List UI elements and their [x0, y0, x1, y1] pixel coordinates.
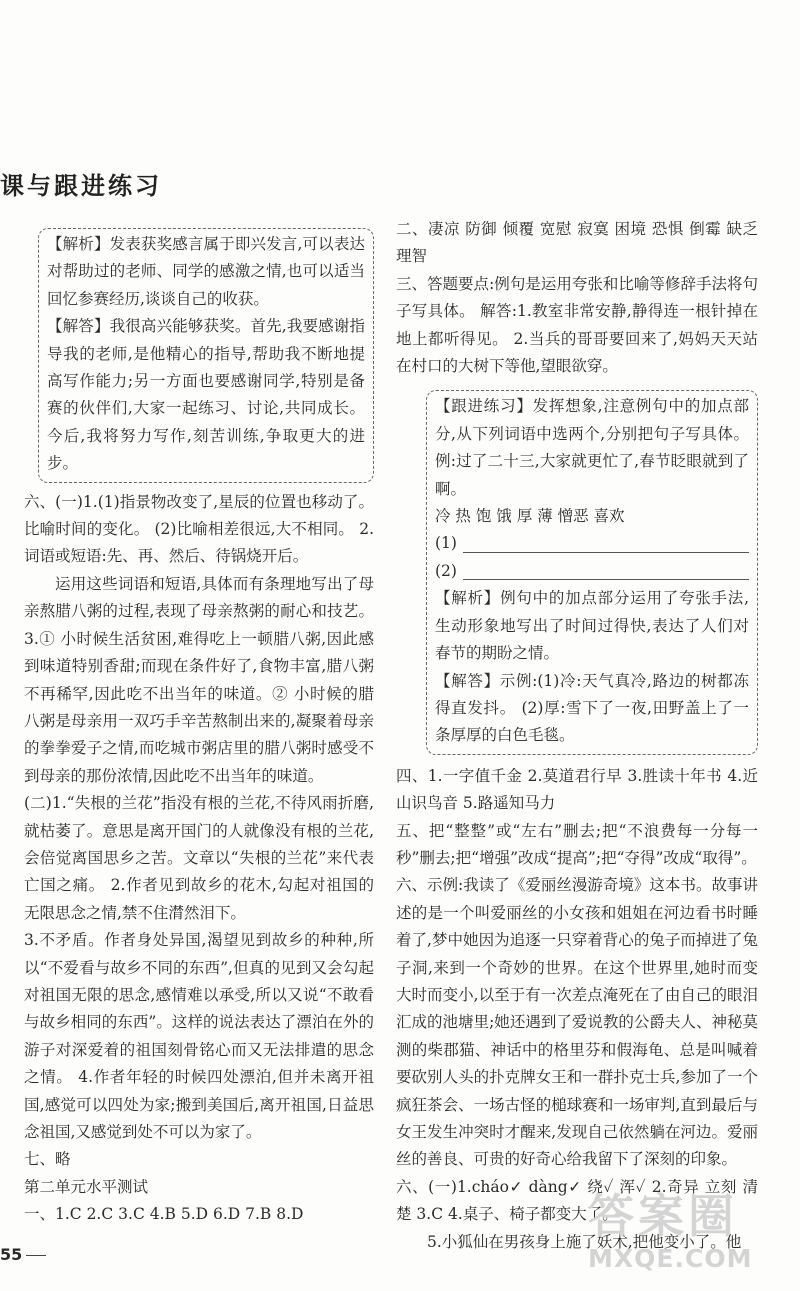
choice-answers: 一、1.C 2.C 3.C 4.B 5.D 6.D 7.B 8.D	[24, 1205, 304, 1224]
answer-text: 【解答】示例:(1)冷:天气真冷,路边的树都冻得直发抖。 (2)厚:雪下了一夜,田野盖上了一条厚厚的白色毛毯。	[435, 671, 749, 745]
answer-para: 运用这些词语和短语,具体而有条理地写出了母亲熬腊八粥的过程,表现了母亲熬粥的耐心和技艺。 3.① 小时候生活贫困,难得吃上一顿腊八粥,因此感到味道特别香甜;而现在条件好了,食物丰富,腊八粥不再稀罕,因此吃不出当年的味道。② 小时候的腊八粥是母亲用一双巧手辛苦熬制出来的,凝聚着母亲的拳拳爱子之情,而吃城市粥店里的腊八粥时感受不到母亲的那份浓情,因此吃不出当年的味道。	[24, 574, 374, 785]
analysis-box	[38, 228, 374, 483]
practice-intro: 【跟进练习】发挥想象,注意例句中的加点部分,从下列词语中选两个,分别把句子写具体。例:过了二十三,大家就更忙了,春节眨眼就到了啊。	[435, 397, 749, 498]
analysis-text: 【解析】发表获奖感言属于即兴发言,可以表达对帮助过的老师、同学的感激之情,也可以适当回忆参赛经历,谈谈自己的收获。	[47, 235, 365, 308]
answer-para: 六、示例:我读了《爱丽丝漫游奇境》这本书。故事讲述的是一个叫爱丽丝的小女孩和姐姐在河边看书时睡着了,梦中她因为追逐一只穿着背心的兔子而掉进了兔子洞,来到一个奇妙的世界。在这个世界里,她时而变大时而变小,以至于有一次差点淹死在了由自己的眼泪汇成的池塘里;她还遇到了爱说教的公爵夫人、神秘莫测的柴郡猫、神话中的格里芬和假海龟、总是叫喊着要砍别人头的扑克牌女王和一群扑克士兵,参加了一个疯狂茶会、一场古怪的槌球赛和一场审判,直到最后与女王发生冲突时才醒来,发现自己依然躺在河边。爱丽丝的善良、可贵的好奇心给我留下了深刻的印象。	[396, 876, 758, 1169]
answer-text: 【解答】我很高兴能够获奖。首先,我要感谢指导我的老师,是他精心的指导,帮助我不断地提高写作能力;另一方面也要感谢同学,特别是备赛的伙伴们,大家一起练习、讨论,共同成长。今后,我将努力写作,刻苦训练,争取更大的进步。	[47, 317, 365, 473]
answer-para: 七、略	[24, 1150, 71, 1169]
answer-para: 二、凄凉 防御 倾覆 宽慰 寂寞 困境 恐惧 倒霉 缺乏 理智	[396, 220, 758, 266]
watermark: 答案圈 MXQE.COM	[588, 1189, 753, 1273]
section-title: 第二单元水平测试	[24, 1177, 149, 1196]
answer-para: 六、(一)1.(1)指景物改变了,星辰的位置也移动了。比喻时间的变化。 (2)比喻相差很远,大不相同。 2.词语或短语:先、再、然后、待锅烧开后。	[24, 492, 374, 566]
right-column	[396, 216, 758, 1256]
answer-para: 四、1.一字值千金 2.莫道君行早 3.胜读十年书 4.近山识鸟音 5.路遥知马力	[396, 766, 758, 813]
answer-para: (二)1.“失根的兰花”指没有根的兰花,不待风雨折磨,就枯萎了。意思是离开国门的人就像没有根的兰花,会倍觉离国思乡之苦。文章以“失根的兰花”来代表亡国之痛。 2.作者见到故乡的花木,勾起对祖国的无限思念之情,禁不住潸然泪下。	[24, 794, 374, 922]
left-column	[24, 228, 374, 1229]
answer-para: 3.不矛盾。作者身处异国,渴望见到故乡的种种,所以“不爱看与故乡不同的东西”,但真的见到又会勾起对祖国无限的思念,感情难以承受,所以又说“不敢看与故乡相同的东西”。这样的说法表达了漂泊在外的游子对深爱着的祖国刻骨铭心而又无法排遣的思念之情。 4.作者年轻的时候四处漂泊,但并未离开祖国,感觉可以四处为家;搬到美国后,离开祖国,日益思念祖国,又感觉到处不可以为家了。	[24, 931, 374, 1141]
practice-box	[426, 390, 758, 754]
word-list: 冷 热 饱 饿 厚 薄 憎恶 喜欢	[435, 507, 625, 526]
page-number: 55	[0, 1245, 46, 1264]
answer-para: 六、(一)1.cháo✓ dàng✓ 绕✓ 浑✓ 2.奇异 立刻 清楚 3.C 4.桌子、椅子都变大了。	[396, 1177, 758, 1224]
page-header: 课与跟进练习	[0, 172, 162, 200]
answer-para: 5.小狐仙在男孩身上施了妖术,把他变小了。他	[427, 1232, 742, 1251]
answer-para: 五、把“整整”或“左右”删去;把“不浪费每一分每一秒”删去;把“增强”改成“提高”;把“夺得”改成“取得”。	[396, 821, 758, 867]
analysis-text: 【解析】例句中的加点部分运用了夸张手法,生动形象地写出了时间过得快,表达了人们对春节的期盼之情。	[435, 589, 749, 663]
answer-para: 三、答题要点:例句是运用夸张和比喻等修辞手法将句子写具体。 解答:1.教室非常安静,静得连一根针掉在地上都听得见。 2.当兵的哥哥要回来了,妈妈天天站在村口的大树下等他,望眼欲穿。	[396, 274, 758, 376]
blank-line: (2)	[435, 558, 749, 585]
blank-line: (1)	[435, 530, 749, 557]
